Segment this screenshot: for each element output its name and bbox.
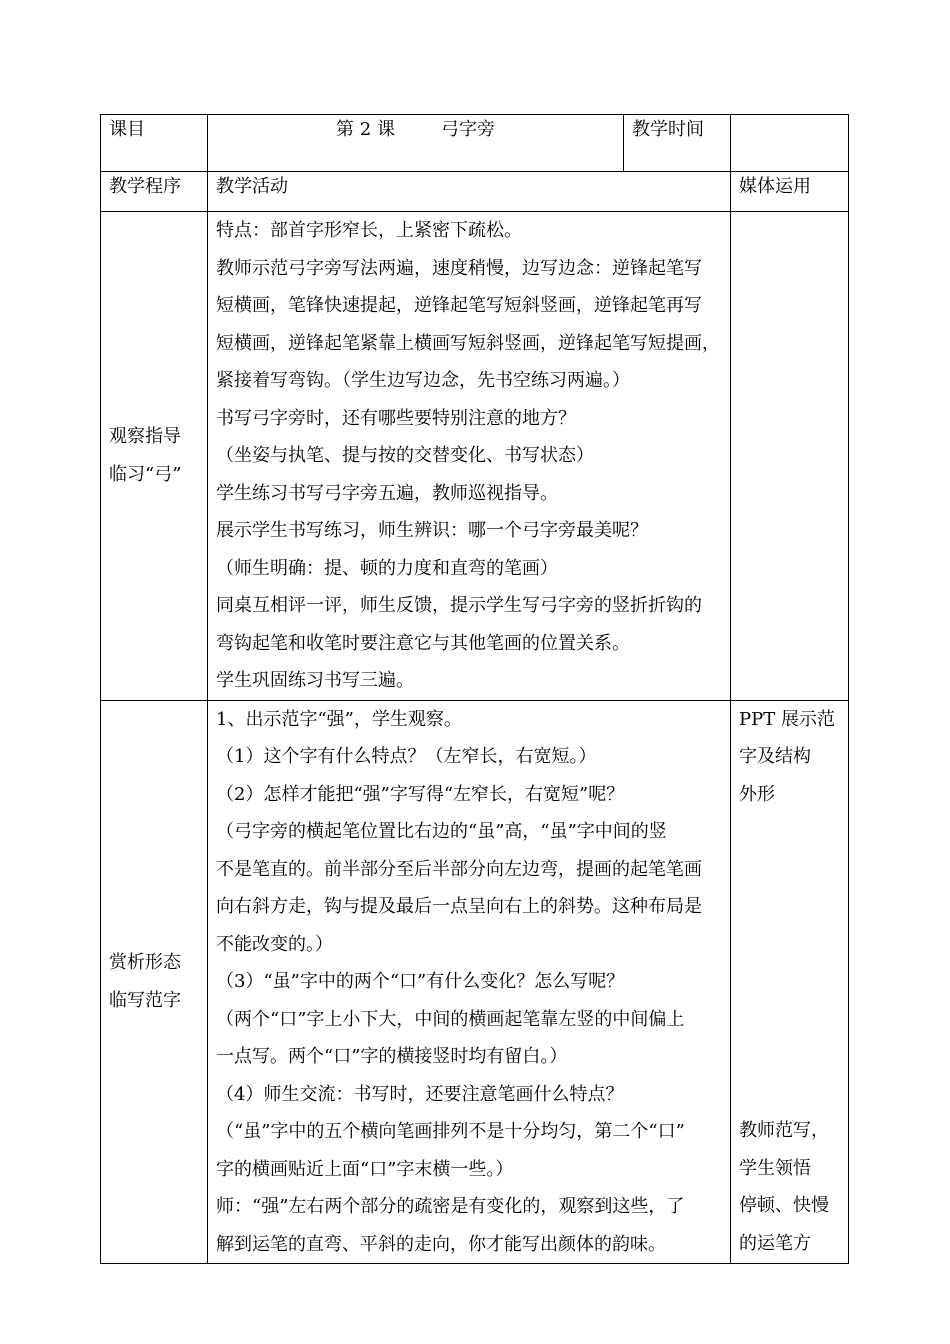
activity-line: （弓字旁的横起笔位置比右边的“虽”高，“虽”字中间的竖	[216, 821, 667, 842]
activity-line: 展示学生书写练习，师生辨识：哪一个弓字旁最美呢？	[216, 520, 648, 541]
lesson-title: 弓字旁	[440, 119, 495, 140]
activity-line: 教师示范弓字旁写法两遍，速度稍慢，边写边念：逆锋起笔写	[216, 257, 702, 279]
procedure-header-text: 教学程序	[109, 176, 181, 197]
subject-label-cell	[101, 115, 208, 172]
media-line: 教师范写，	[739, 1120, 829, 1141]
appreciate-section-row	[101, 700, 849, 1264]
appreciate-activity-cell	[208, 700, 731, 1264]
activity-line: 紧接着写弯钩。（学生边写边念，先书空练习两遍。）	[216, 370, 630, 391]
media-line: 字及结构	[739, 746, 811, 767]
appreciate-section-title	[101, 700, 208, 1264]
media-note-ppt	[739, 701, 840, 814]
activity-header-text: 教学活动	[216, 176, 288, 197]
subject-label: 课目	[109, 119, 145, 140]
time-label-cell	[624, 115, 731, 172]
section-title-line: 观察指导	[109, 426, 181, 448]
lesson-plan-table	[100, 114, 849, 1264]
media-line: 停顿、快慢	[739, 1195, 829, 1216]
activity-line: 书写弓字旁时，还有哪些要特别注意的地方？	[216, 407, 576, 429]
media-line: 的运笔方	[739, 1232, 811, 1254]
activity-line: 1、出示范字“强”，学生观察。	[216, 708, 462, 730]
activity-line: （1）这个字有什么特点？（左窄长，右宽短。）	[216, 746, 597, 767]
observe-media-cell	[731, 212, 849, 701]
media-header	[731, 172, 849, 212]
media-line: 外形	[739, 783, 775, 805]
activity-line: （两个“口”字上小下大，中间的横画起笔靠左竖的中间偏上	[216, 1008, 685, 1030]
activity-line: （3）“虽”字中的两个“口”有什么变化？怎么写呢？	[216, 971, 625, 992]
activity-line: 字的横画贴近上面“口”字末横一些。）	[216, 1158, 514, 1180]
observe-activity-cell	[208, 212, 731, 701]
activity-line: （2）怎样才能把“强”字写得“左窄长，右宽短”呢？	[216, 783, 625, 805]
procedure-header	[101, 172, 208, 212]
activity-line: 不能改变的。）	[216, 933, 333, 955]
media-line: 学生领悟	[739, 1157, 811, 1179]
activity-line: 向右斜方走，钩与提及最后一点呈向右上的斜势。这种布局是	[216, 896, 702, 917]
section-title-line: 赏析形态	[109, 952, 181, 974]
media-note-demo	[739, 1112, 840, 1262]
activity-line: 学生练习书写弓字旁五遍，教师巡视指导。	[216, 482, 558, 504]
activity-line: （坐姿与执笔、提与按的交替变化、书写状态）	[216, 445, 594, 466]
observe-section-row	[101, 212, 849, 701]
column-header-row	[101, 172, 849, 212]
activity-line: 解到运笔的直弯、平斜的走向，你才能写出颜体的韵味。	[216, 1233, 666, 1255]
activity-line: 学生巩固练习书写三遍。	[216, 670, 414, 691]
media-header-text: 媒体运用	[739, 176, 811, 197]
section-title-line: 临写范字	[109, 989, 181, 1011]
lesson-number: 第 2 课	[336, 119, 395, 140]
title-row	[101, 115, 849, 172]
activity-line: 短横画，逆锋起笔紧靠上横画写短斜竖画，逆锋起笔写短提画，	[216, 332, 720, 354]
activity-line: 同桌互相评一评，师生反馈，提示学生写弓字旁的竖折折钩的	[216, 595, 702, 616]
time-label: 教学时间	[632, 119, 704, 140]
appreciate-media-cell	[731, 700, 849, 1264]
activity-line: 特点：部首字形窄长，上紧密下疏松。	[216, 220, 522, 241]
activity-line: （师生明确：提、顿的力度和直弯的笔画）	[216, 557, 558, 579]
activity-line: 弯钩起笔和收笔时要注意它与其他笔画的位置关系。	[216, 632, 630, 654]
observe-section-title	[101, 212, 208, 701]
lesson-title-cell	[208, 115, 624, 172]
activity-line: 一点写。两个“口”字的横接竖时均有留白。）	[216, 1046, 568, 1067]
activity-header	[208, 172, 731, 212]
activity-line: （4）师生交流：书写时，还要注意笔画什么特点？	[216, 1083, 624, 1105]
section-title-line: 临习“弓”	[109, 463, 182, 485]
activity-line: （“虽”字中的五个横向笔画排列不是十分均匀，第二个“口”	[216, 1121, 685, 1142]
activity-line: 短横画，笔锋快速提起，逆锋起笔写短斜竖画，逆锋起笔再写	[216, 295, 702, 316]
activity-line: 不是笔直的。前半部分至后半部分向左边弯，提画的起笔笔画	[216, 858, 702, 880]
activity-line: 师：“强”左右两个部分的疏密是有变化的，观察到这些，了	[216, 1196, 685, 1217]
time-value-cell[interactable]	[731, 115, 849, 172]
media-line: PPT 展示范	[739, 708, 835, 730]
